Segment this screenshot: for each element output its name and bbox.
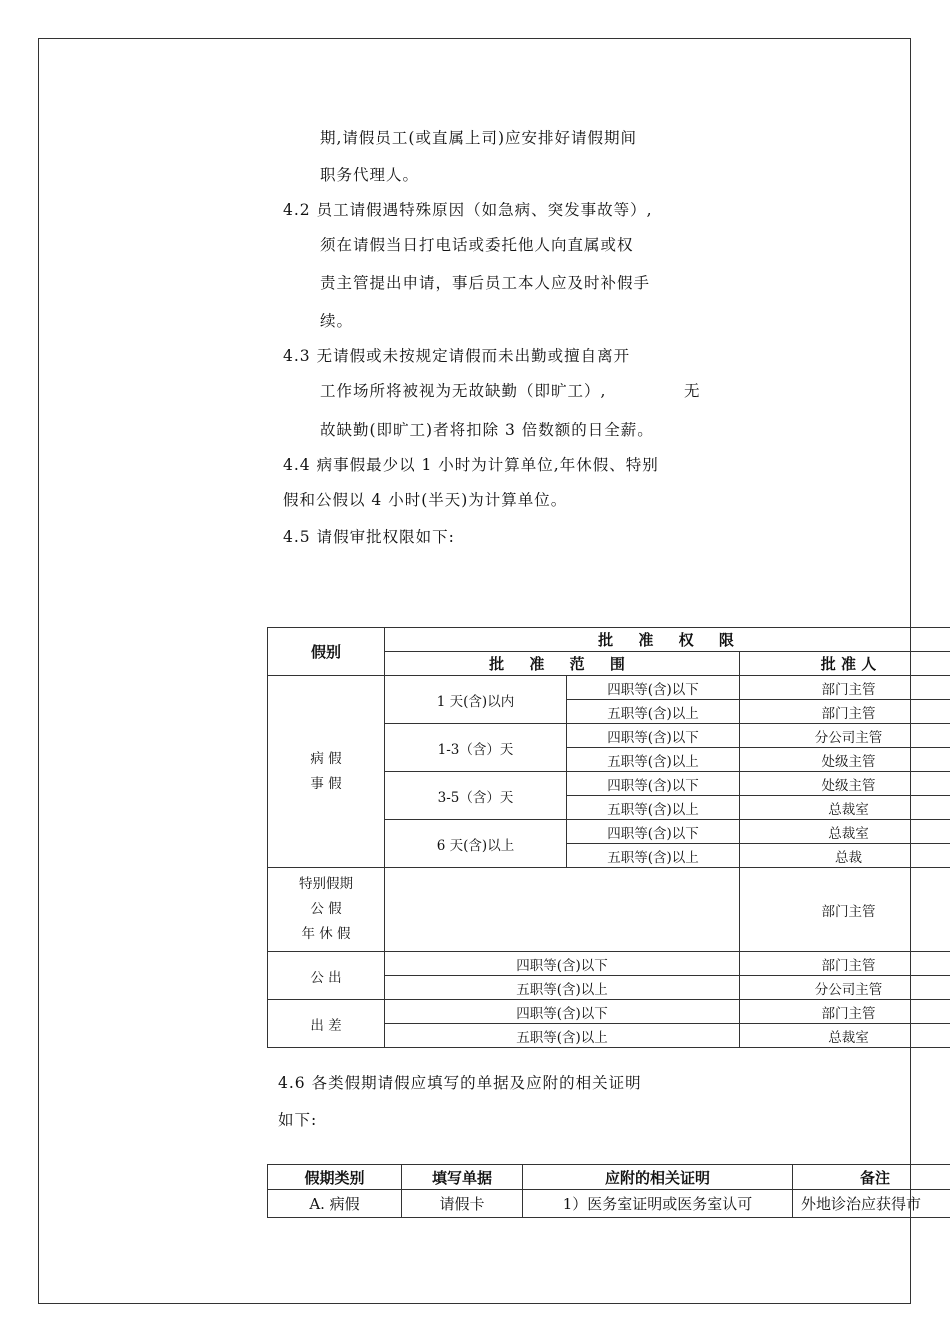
- approver-cell: 总裁室: [740, 796, 950, 820]
- level-cell: 四职等(含)以下: [385, 952, 740, 976]
- level-cell: 四职等(含)以下: [567, 724, 740, 748]
- paragraph-line: 假和公假以 4 小时(半天)为计算单位。: [283, 491, 568, 509]
- docs-header-proof: 应附的相关证明: [523, 1165, 793, 1190]
- section-46-line2: 如下:: [278, 1111, 318, 1129]
- approver-cell: 处级主管: [740, 748, 950, 772]
- paragraph-line: 4.3 无请假或未按规定请假而未出勤或擅自离开: [283, 347, 631, 365]
- approver-cell: 分公司主管: [740, 976, 950, 1000]
- paragraph-line: 责主管提出申请，事后员工本人应及时补假手: [320, 274, 651, 292]
- duration-cell: 1 天(含)以内: [385, 676, 567, 724]
- paragraph-line: 续。: [320, 312, 354, 330]
- docs-cell-remark: 外地诊治应获得市: [793, 1190, 950, 1218]
- docs-cell-proof: 1）医务室证明或医务室认可: [523, 1190, 793, 1218]
- approver-cell: 处级主管: [740, 772, 950, 796]
- paragraph-line: 4.5 请假审批权限如下:: [283, 528, 455, 546]
- official-out-label: 公 出: [268, 952, 385, 1000]
- paragraph-line: 故缺勤(即旷工)者将扣除 3 倍数额的日全薪。: [320, 421, 654, 439]
- special-leave-scope: [385, 868, 740, 952]
- approver-cell: 总裁: [740, 844, 950, 868]
- header-leave-type: 假别: [268, 628, 385, 676]
- level-cell: 五职等(含)以上: [567, 748, 740, 772]
- docs-header-form: 填写单据: [402, 1165, 523, 1190]
- section-46-line1: 4.6 各类假期请假应填写的单据及应附的相关证明: [278, 1074, 642, 1092]
- paragraph-line: 4.2 员工请假遇特殊原因（如急病、突发事故等）,: [283, 201, 653, 219]
- level-cell: 五职等(含)以上: [385, 1024, 740, 1048]
- level-cell: 四职等(含)以下: [385, 1000, 740, 1024]
- docs-cell-form: 请假卡: [402, 1190, 523, 1218]
- duration-cell: 6 天(含)以上: [385, 820, 567, 868]
- level-cell: 五职等(含)以上: [567, 844, 740, 868]
- level-cell: 五职等(含)以上: [567, 796, 740, 820]
- paragraph-line: 无: [684, 382, 701, 400]
- approver-cell: 部门主管: [740, 952, 950, 976]
- approver-cell: 部门主管: [740, 700, 950, 724]
- approver-cell: 部门主管: [740, 676, 950, 700]
- paragraph-line: 职务代理人。: [320, 166, 420, 184]
- duration-cell: 3-5（含）天: [385, 772, 567, 820]
- header-scope: 批 准 范 围: [385, 652, 740, 676]
- level-cell: 五职等(含)以上: [567, 700, 740, 724]
- docs-cell-type: A. 病假: [268, 1190, 402, 1218]
- paragraph-line: 4.4 病事假最少以 1 小时为计算单位,年休假、特别: [283, 456, 659, 474]
- paragraph-line: 工作场所将被视为无故缺勤（即旷工）,: [320, 382, 607, 400]
- level-cell: 四职等(含)以下: [567, 820, 740, 844]
- level-cell: 四职等(含)以下: [567, 772, 740, 796]
- sick-personal-leave-label: 病 假 事 假: [268, 676, 385, 868]
- approval-table: [267, 627, 950, 1048]
- docs-header-remark: 备注: [793, 1165, 950, 1190]
- approver-cell: 部门主管: [740, 1000, 950, 1024]
- approver-cell: 分公司主管: [740, 724, 950, 748]
- header-authority: 批 准 权 限: [385, 628, 950, 652]
- level-cell: 五职等(含)以上: [385, 976, 740, 1000]
- approver-cell: 部门主管: [740, 868, 950, 952]
- documents-table: [267, 1164, 950, 1218]
- business-trip-label: 出 差: [268, 1000, 385, 1048]
- docs-header-type: 假期类别: [268, 1165, 402, 1190]
- approver-cell: 总裁室: [740, 1024, 950, 1048]
- paragraph-line: 须在请假当日打电话或委托他人向直属或权: [320, 236, 634, 254]
- paragraph-line: 期,请假员工(或直属上司)应安排好请假期间: [320, 129, 638, 147]
- duration-cell: 1-3（含）天: [385, 724, 567, 772]
- approver-cell: 总裁室: [740, 820, 950, 844]
- special-leave-label: 特别假期 公 假 年 休 假: [268, 868, 385, 952]
- header-approver: 批 准 人: [740, 652, 950, 676]
- level-cell: 四职等(含)以下: [567, 676, 740, 700]
